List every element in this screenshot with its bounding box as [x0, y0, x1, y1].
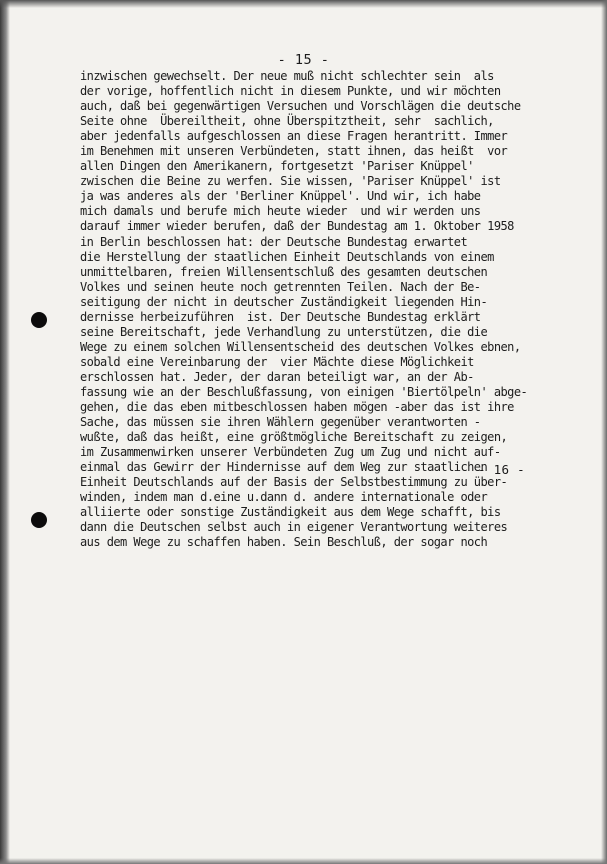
text-line: allen Dingen den Amerikanern, fortgesetzt 'Pariser Knüppel' [80, 159, 474, 174]
text-line: die Herstellung der staatlichen Einheit Deutschlands von einem [80, 249, 494, 264]
text-line: wußte, daß das heißt, eine größtmögliche Bereitschaft zu zeigen, [80, 430, 508, 445]
text-line: unmittelbaren, freien Willensentschluß des gesamten deutschen [80, 264, 488, 279]
text-line: Wege zu einem solchen Willensentscheid des deutschen Volkes ebnen, [80, 339, 521, 354]
text-line: ja was anderes als der 'Berliner Knüppel'. Und wir, ich habe [80, 189, 481, 204]
scan-border-left [0, 0, 10, 864]
text-line: winden, indem man d.eine u.dann d. andere internationale oder [80, 490, 488, 505]
text-line: im Zusammenwirken unserer Verbündeten Zug um Zug und nicht auf- [80, 445, 501, 460]
text-line: inzwischen gewechselt. Der neue muß nicht schlechter sein als [80, 69, 494, 83]
text-line: darauf immer wieder berufen, daß der Bundestag am 1. Oktober 1958 [80, 219, 514, 234]
scan-border-bottom [0, 858, 607, 864]
text-line: im Benehmen mit unseren Verbündeten, statt ihnen, das heißt vor [80, 144, 508, 159]
text-line: seine Bereitschaft, jede Verhandlung zu unterstützen, die die [80, 324, 488, 339]
text-line: Sache, das müssen sie ihren Wählern gegenüber verantworten - [80, 415, 481, 430]
text-line: gehen, die das eben mitbeschlossen haben mögen -aber das ist ihre [80, 400, 514, 415]
text-line: auch, daß bei gegenwärtigen Versuchen und Vorschlägen die deutsche [80, 99, 521, 114]
text-line: mich damals und berufe mich heute wieder und wir werden uns [80, 204, 481, 219]
text-line: in Berlin beschlossen hat: der Deutsche Bundestag erwartet [80, 234, 468, 249]
text-line: dernisse herbeizuführen ist. Der Deutsche Bundestag erklärt [80, 309, 481, 324]
punch-hole-bottom [31, 512, 47, 528]
text-line: der vorige, hoffentlich nicht in diesem Punkte, und wir möchten [80, 84, 501, 99]
punch-hole-top [31, 312, 47, 328]
text-line: alliierte oder sonstige Zuständigkeit aus dem Wege schafft, bis [80, 505, 501, 520]
text-line: fassung wie an der Beschlußfassung, von einigen 'Biertölpeln' abge- [80, 384, 528, 399]
text-line: aber jedenfalls aufgeschlossen an diese Fragen herantritt. Immer [80, 129, 508, 144]
text-line: aus dem Wege zu schaffen haben. Sein Beschluß, der sogar noch [80, 535, 488, 550]
page-number: - 15 - [277, 52, 330, 68]
text-line: erschlossen hat. Jeder, der daran beteiligt war, an der Ab- [80, 369, 474, 384]
text-line: Seite ohne Übereiltheit, ohne Überspitztheit, sehr sachlich, [80, 114, 494, 129]
next-page-number: - 16 - [478, 462, 525, 477]
text-line: Volkes und seinen heute noch getrennten Teilen. Nach der Be- [80, 279, 481, 294]
scan-border-top [0, 0, 607, 8]
text-line: seitigung der nicht in deutscher Zuständigkeit liegenden Hin- [80, 294, 488, 309]
text-line: sobald eine Vereinbarung der vier Mächte diese Möglichkeit [80, 354, 474, 369]
text-line: Einheit Deutschlands auf der Basis der Selbstbestimmung zu über- [80, 475, 508, 490]
text-line: zwischen die Beine zu werfen. Sie wissen, 'Pariser Knüppel' ist [80, 174, 501, 189]
scan-border-right [601, 0, 607, 864]
text-line: dann die Deutschen selbst auch in eigener Verantwortung weiteres [80, 520, 508, 535]
text-line: einmal das Gewirr der Hindernisse auf dem Weg zur staatlichen [80, 460, 488, 475]
body-text [80, 69, 580, 551]
